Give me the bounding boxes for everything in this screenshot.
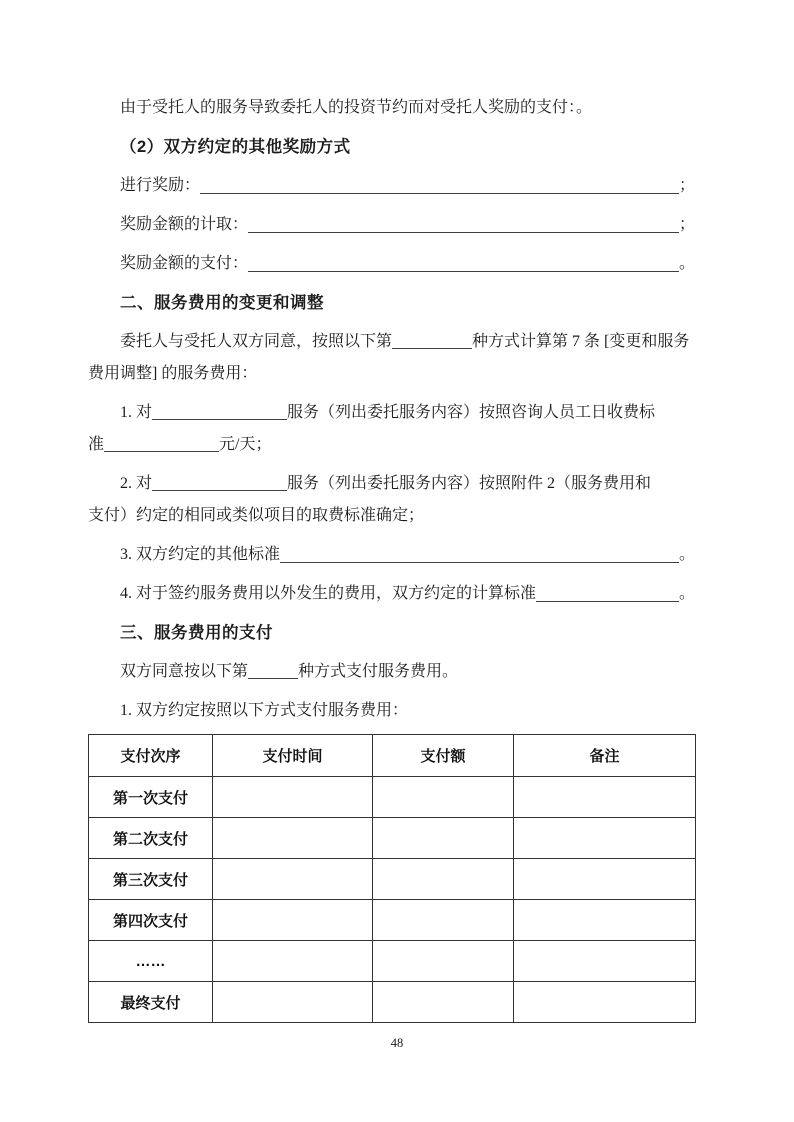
cell-payment-time [213,818,373,859]
line-tail: ； [678,216,695,233]
line-tail: ； [678,177,695,194]
section2-item3: 3. 双方约定的其他标准 。 [88,539,695,571]
cell-payment-time [213,777,373,818]
cell-payment-amount [373,982,514,1023]
cell-payment-time [213,900,373,941]
col-header-payment-time: 支付时间 [213,735,373,777]
cell-payment-amount [373,900,514,941]
intro-paragraph: 由于受托人的服务导致委托人的投资节约而对受托人奖励的支付：。 [120,99,593,116]
cell-payment-amount [373,859,514,900]
blank-line-reward [88,170,695,202]
heading-other-reward-method: （2）双方约定的其他奖励方式 [120,138,351,156]
cell-payment-amount [373,818,514,859]
table-row [89,818,696,859]
col-header-payment-amount: 支付额 [373,735,514,777]
section2-intro-line1: 委托人与受托人双方同意，按照以下第 种方式计算第 7 条 [变更和服务 [120,333,690,350]
table-header-row [89,735,696,777]
blank-line-reward-calc [88,209,695,241]
cell-remarks [514,941,696,982]
heading-section3: 三、服务费用的支付 [120,624,273,642]
fill-in-blank [536,601,679,602]
section2-item4: 4. 对于签约服务费用以外发生的费用，双方约定的计算标准 。 [88,578,695,610]
page-number: 48 [390,1036,404,1050]
cell-remarks [514,982,696,1023]
fill-in-blank [392,336,472,349]
section2-item2-line1: 2. 对 服务（列出委托服务内容）按照附件 2（服务费用和 [120,475,652,492]
payment-schedule-table [88,734,696,1023]
reward-payment-label: 奖励金额的支付： [120,255,249,272]
cell-payment-amount [373,777,514,818]
cell-payment-order: 第四次支付 [89,900,213,941]
line-tail: 。 [678,255,695,272]
section2-item2-line2: 支付）约定的相同或类似项目的取费标准确定； [88,507,425,524]
line-tail: 。 [678,546,695,563]
col-header-payment-order: 支付次序 [89,735,213,777]
section3-intro-line: 双方同意按以下第 种方式支付服务费用。 [120,663,459,680]
fill-in-blank [200,193,679,194]
cell-remarks [514,818,696,859]
fill-in-blank [248,271,679,272]
cell-payment-order: 第一次支付 [89,777,213,818]
section2-intro-line2: 费用调整] 的服务费用： [88,365,258,382]
section2-item1 [88,397,695,461]
table-row [89,859,696,900]
col-header-remarks: 备注 [514,735,696,777]
table-row [89,777,696,818]
fill-in-blank [280,562,679,563]
cell-payment-order: 第三次支付 [89,859,213,900]
fill-in-blank [248,666,298,679]
cell-remarks [514,859,696,900]
table-row [89,982,696,1023]
section2-item1-line2: 准 元/天； [88,436,272,453]
cell-payment-amount [373,941,514,982]
cell-remarks [514,777,696,818]
section2-item1-line1: 1. 对 服务（列出委托服务内容）按照咨询人员工日收费标 [120,404,656,421]
fill-in-blank [152,478,287,491]
section2-intro-paragraph [88,326,695,390]
blank-line-reward-payment [88,248,695,280]
reward-label: 进行奖励： [120,177,201,194]
cell-payment-order: 第二次支付 [89,818,213,859]
cell-remarks [514,900,696,941]
cell-payment-time [213,982,373,1023]
table-row [89,900,696,941]
cell-payment-time [213,941,373,982]
section2-item2 [88,468,695,532]
fill-in-blank [152,407,287,420]
cell-payment-time [213,859,373,900]
heading-section2: 二、服务费用的变更和调整 [120,294,324,312]
reward-calc-label: 奖励金额的计取： [120,216,249,233]
fill-in-blank [104,439,219,452]
fill-in-blank [248,232,679,233]
table-row [89,941,696,982]
section3-item1: 1. 双方约定按照以下方式支付服务费用： [120,702,409,719]
cell-payment-order: …… [89,941,213,982]
line-tail: 。 [678,585,695,602]
cell-payment-order: 最终支付 [89,982,213,1023]
